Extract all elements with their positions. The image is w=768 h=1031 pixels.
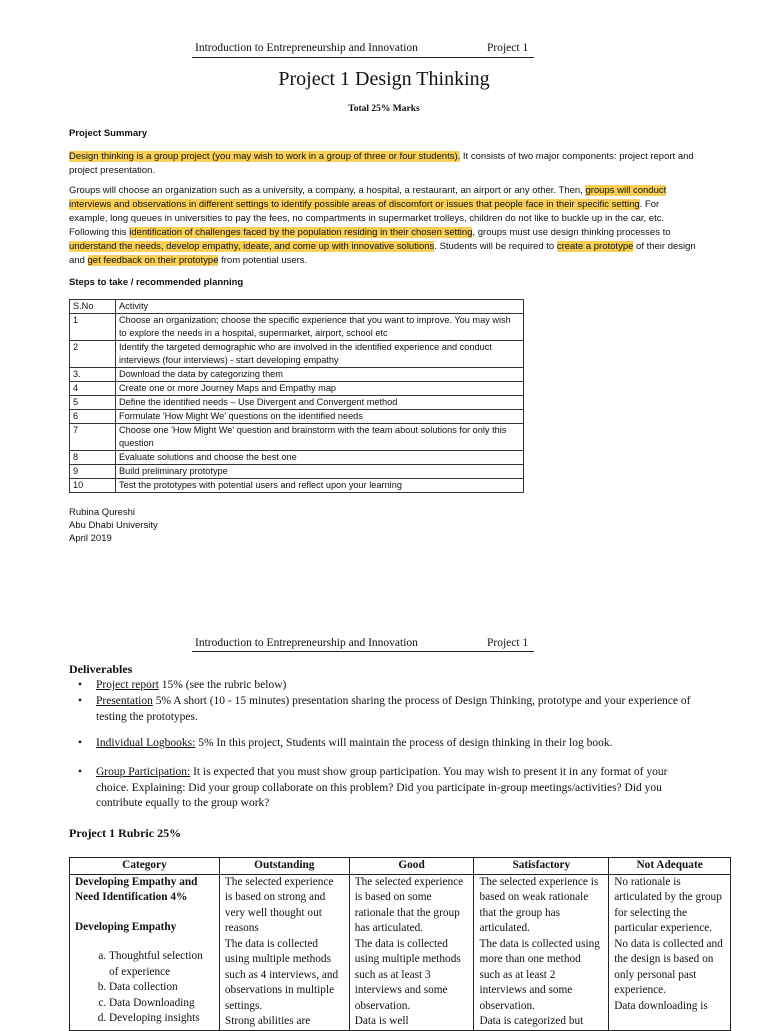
deliverable-item: • Group Participation: It is expected that you must show group participation. You may wish to present it in any format of your choice. Explaining: Did your group collaborate on this problem? Did you participate in-group meetings/activities? Did you contribute equally to the group work? [78,766,668,809]
summary-heading: Project Summary [69,128,148,139]
summary-paragraph-2: Groups will choose an organization such as a university, a company, a hospital, a restaurant, an airport or any other. Then, groups will conduct interviews and observations in different settings to identify possible areas of discomfort or issues that people face in their specific setting. For example, long queues in universities to pay the fees, no compartments in supermarket trolleys, children do not like to buckle up in the car, etc. Following this identification of challenges faced by the population residing in their chosen setting, groups must use design thinking processes to understand the needs, develop empathy, ideate, and come up with innovative solutions. Students will be required to create a prototype of their design and get feedback on their prototype from potential users. [69,185,696,266]
bullet-icon: • [78,679,83,691]
deliverable-item: • Project report 15% (see the rubric below) [78,678,698,694]
step-activity: Create one or more Journey Maps and Empathy map [116,382,524,396]
running-head-title: Introduction to Entrepreneurship and Innovation [195,42,418,54]
header-rule [192,57,534,58]
total-marks: Total 25% Marks [348,104,420,114]
category-title: Developing Empathy and Need Identification 4% [75,875,198,903]
step-activity: Identify the targeted demographic who are involved in the identified experience and conduct interviews (four interviews) - start developing empathy [116,341,524,368]
category-subheading: Developing Empathy [75,920,177,933]
rubric-not-adequate-cell: No rationale is articulated by the group for selecting the particular experience. No data is collected and the design is based on only personal past experience. Data downloading is [609,874,731,1030]
author-date: April 2019 [69,533,112,544]
list-item: c. Data Downloading [109,996,214,1012]
steps-table [69,299,524,493]
header-rule [192,651,534,652]
step-number: 7 [70,424,116,451]
step-number: 6 [70,410,116,424]
running-head-page2 [195,637,535,649]
table-row [70,396,524,410]
list-item: a. Thoughtful selection of experience [109,949,214,980]
summary-paragraph-1: Design thinking is a group project (you may wish to work in a group of three or four students). It consists of two major components: project report and project presentation. [69,151,694,176]
summary-highlight-6: get feedback on their prototype [87,255,219,266]
rubric-good-cell: The selected experience is based on some rationale that the group has articulated. The data is collected using multiple methods such as at least 3 interviews and some observation. Data is well [349,874,474,1030]
author-organization: Abu Dhabi University [69,520,158,531]
bullet-icon: • [78,695,83,707]
step-activity: Build preliminary prototype [116,465,524,479]
steps-heading: Steps to take / recommended planning [69,277,244,288]
rubric-table [69,857,731,1031]
step-activity: Choose an organization; choose the specific experience that you want to improve. You may wish to explore the needs in a hospital, supermarket, airport, school etc [116,314,524,341]
table-row [70,410,524,424]
category-criteria-list [75,949,214,1027]
table-row [70,382,524,396]
step-number: 4 [70,382,116,396]
header-activity: Activity [116,300,524,314]
summary-highlight-4: understand the needs, develop empathy, ideate, and come up with innovative solutions [69,241,435,252]
rubric-heading: Project 1 Rubric 25% [69,826,182,840]
step-activity: Define the identified needs – Use Divergent and Convergent method [116,396,524,410]
step-activity: Evaluate solutions and choose the best one [116,451,524,465]
table-row [70,368,524,382]
header-category: Category [70,858,220,875]
deliverable-item: • Individual Logbooks: 5% In this project, Students will maintain the process of design thinking in their log book. [78,736,698,752]
deliverables-heading: Deliverables [69,662,133,676]
table-header-row [70,858,731,875]
running-head-project: Project 1 [487,42,529,54]
deliverable-item: • Presentation 5% A short (10 - 15 minutes) presentation sharing the process of Design Thinking, prototype and your experience of testing the prototypes. [78,695,691,723]
header-not-adequate: Not Adequate [609,858,731,875]
step-activity: Download the data by categorizing them [116,368,524,382]
table-row [70,341,524,368]
table-row [70,451,524,465]
running-head [195,42,535,54]
author-name: Rubina Qureshi [69,507,136,518]
table-row [70,314,524,341]
table-row [70,479,524,493]
step-number: 5 [70,396,116,410]
bullet-icon: • [78,737,83,749]
step-number: 8 [70,451,116,465]
step-number: 3. [70,368,116,382]
list-item: b. Data collection [109,980,214,996]
step-number: 1 [70,314,116,341]
page-title: Project 1 Design Thinking [278,68,490,90]
summary-highlight-2: groups will conduct interviews and observations in different settings to identify possible areas of discomfort or issues that people face in their specific setting [69,185,667,210]
header-satisfactory: Satisfactory [474,858,609,875]
step-number: 9 [70,465,116,479]
step-number: 10 [70,479,116,493]
table-header-row [70,300,524,314]
header-good: Good [349,858,474,875]
header-outstanding: Outstanding [219,858,349,875]
summary-highlight-5: create a prototype [556,241,634,252]
header-sno: S.No [70,300,116,314]
rubric-outstanding-cell: The selected experience is based on strong and very well thought out reasons The data is collected using multiple methods such as 4 interviews, and observations in multiple settings. Strong abilities are [219,874,349,1030]
table-row [70,874,731,1030]
author-block [69,506,158,545]
list-item: d. Developing insights [109,1011,214,1027]
summary-highlight-3: identification of challenges faced by the population residing in their chosen setting [129,227,473,238]
table-row [70,424,524,451]
summary-highlight-1: Design thinking is a group project (you may wish to work in a group of three or four students). [69,151,461,162]
step-activity: Formulate 'How Might We' questions on the identified needs [116,410,524,424]
rubric-satisfactory-cell: The selected experience is based on weak rationale that the group has articulated. The data is collected using more than one method such as at least 2 interviews and some observation. Data is categorized but [474,874,609,1030]
running-head-title: Introduction to Entrepreneurship and Innovation [195,637,418,649]
rubric-category-cell [70,874,220,1030]
step-activity: Choose one 'How Might We' question and brainstorm with the team about solutions for only this question [116,424,524,451]
step-number: 2 [70,341,116,368]
running-head-project: Project 1 [487,637,529,649]
table-row [70,465,524,479]
bullet-icon: • [78,766,83,778]
step-activity: Test the prototypes with potential users and reflect upon your learning [116,479,524,493]
